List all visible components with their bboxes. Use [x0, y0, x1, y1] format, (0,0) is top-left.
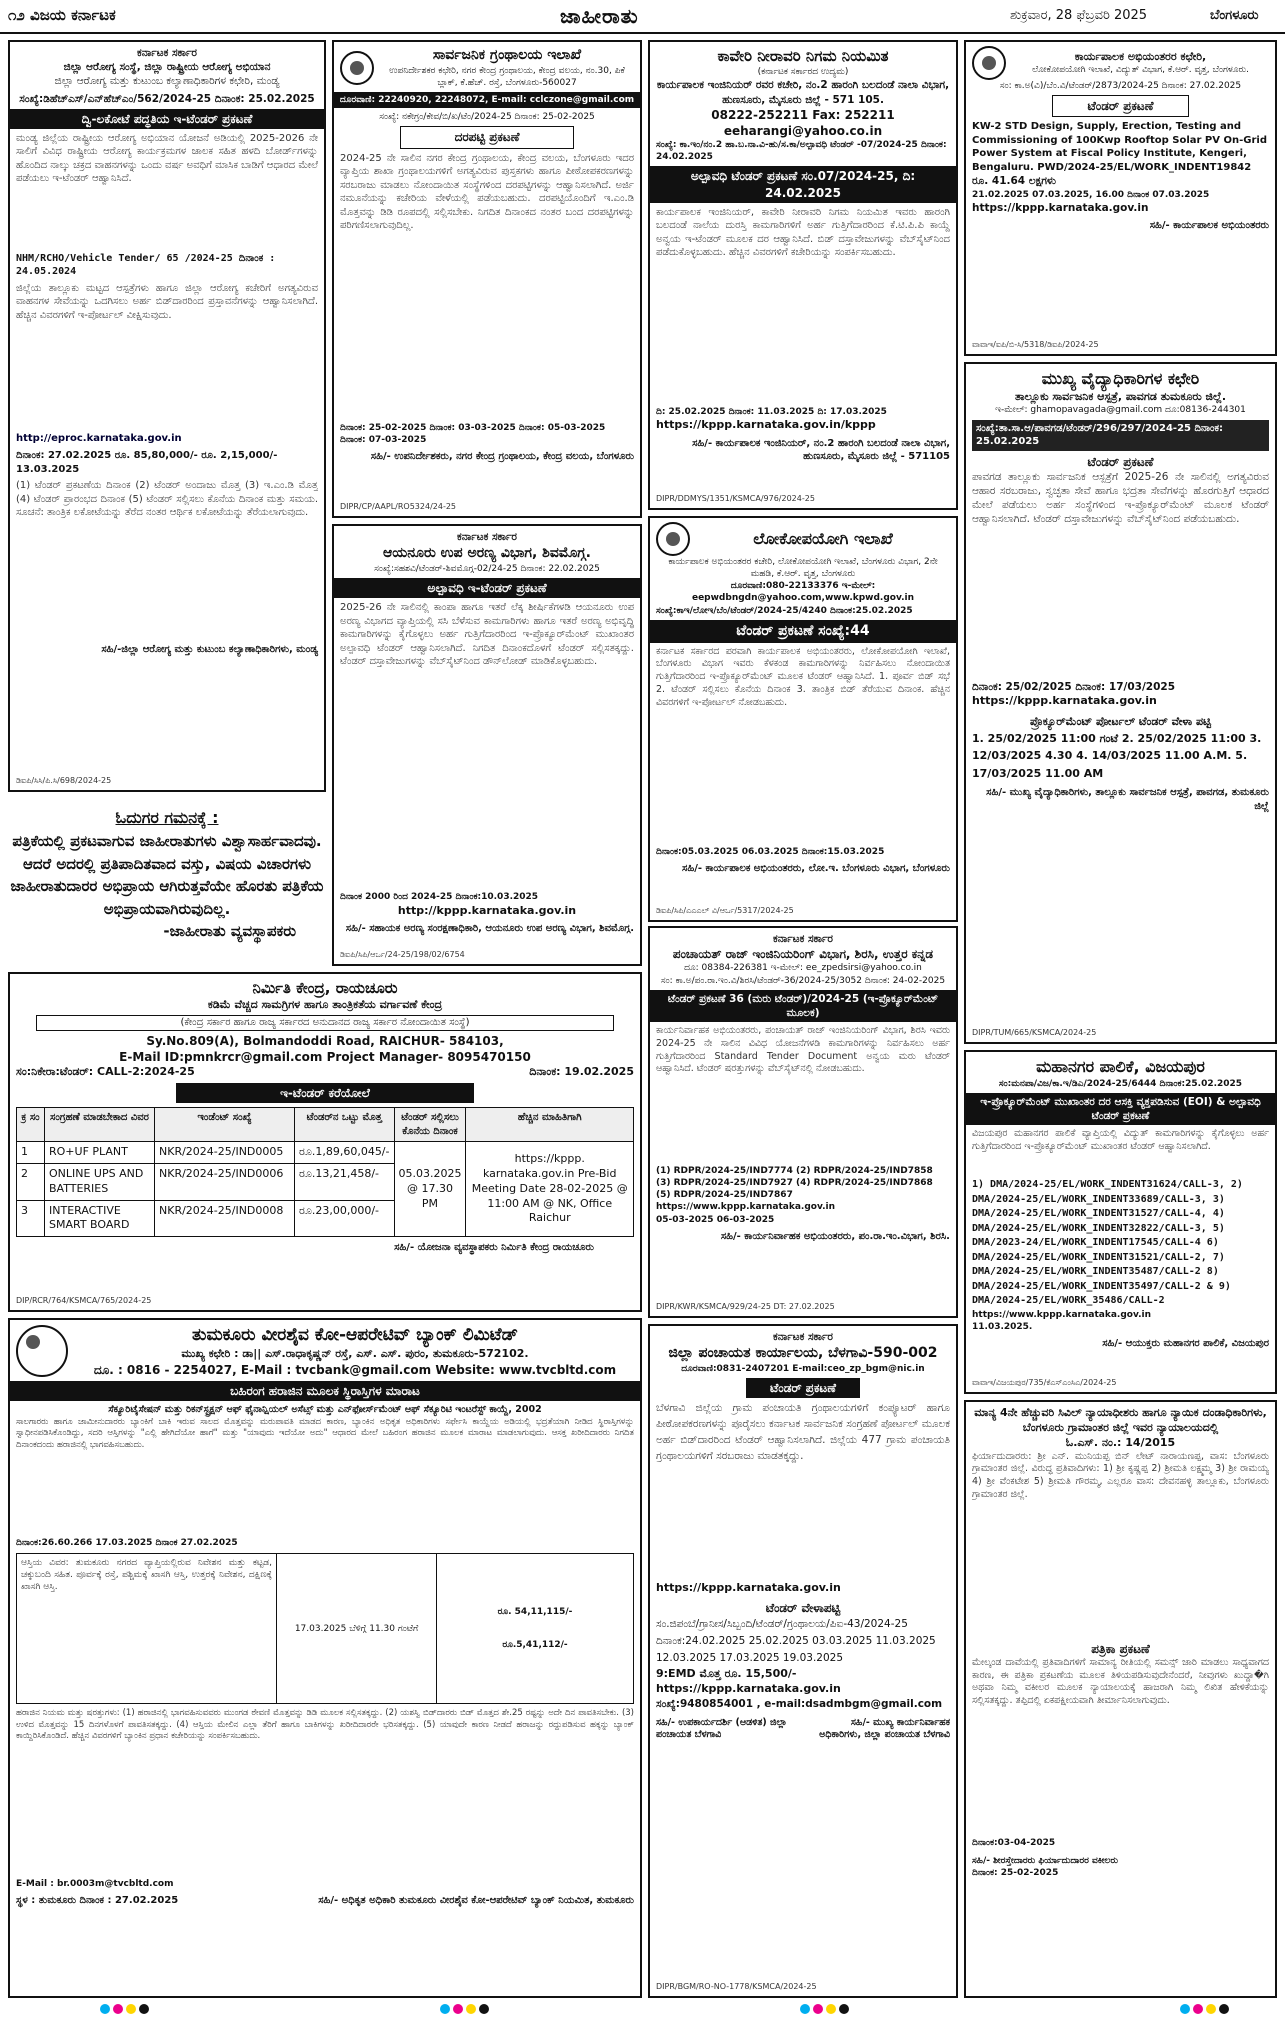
cell-auction-date: 17.03.2025 ಬೆಳಿಗ್ಗೆ 11.30 ಗಂಟೆಗೆ	[277, 1554, 437, 1704]
ad-signature: ಸಹಿ/- ಆಯುಕ್ತರು ಮಹಾನಗರ ಪಾಲಿಕೆ, ವಿಜಯಪುರ	[1102, 1337, 1269, 1349]
ad-url[interactable]: https://kppp.karnataka.gov.in/kppp	[656, 417, 876, 431]
ad-signature: ಸಹಿ/- ಉಪನಿರ್ದೇಶಕರು, ನಗರ ಕೇಂದ್ರ ಗ್ರಂಥಾಲಯ, ಕೇಂದ್ರ ವಲಯ, ಬೆಂಗಳೂರು	[370, 450, 634, 462]
ad-signature: ಸಹಿ/- ಕಾರ್ಯಪಾಲಕ ಅಭಿಯಂತರರು	[1149, 219, 1269, 231]
ad-body: ಕರ್ನಾಟಕ ಸರ್ಕಾರದ ಪರವಾಗಿ ಕಾರ್ಯಪಾಲಕ ಅಭಿಯಂತರರು, ಲೋಕೋಪಯೋಗಿ ಇಲಾಖೆ, ಬೆಂಗಳೂರು ವಿಭಾಗ ಇವರು ಕೆಳಕಂಡ ಕಾಮಗಾರಿಗಳನ್ನು ನಿರ್ವಹಿಸಲು ನೋಂದಾಯಿತ ಗುತ್ತಿಗೆದಾರರಿಂದ ಇ-ಪ್ರೊಕ್ಯೂರ್‌ಮೆಂಟ್ ಮೂಲಕ ಟೆಂಡರ್ ಆಹ್ವಾನಿಸಿದೆ. 1. ಪೂರ್ವ ಬಿಡ್ ಸಭೆ 2. ಟೆಂಡರ್ ಸಲ್ಲಿಸಲು ಕೊನೆಯ ದಿನಾಂಕ 3. ತಾಂತ್ರಿಕ ಬಿಡ್ ತೆರೆಯುವ ದಿನಾಂಕ. ಹೆಚ್ಚಿನ ವಿವರಗಳಿಗೆ ಇ-ಪೋರ್ಟಲ್ ನೋಡಬಹುದು.	[656, 645, 950, 708]
ad-ref: ಸಂ: ಕಾ.ಅ(ವಿ)/ಬೆಂ.ವಿ/ಟೆಂಡರ್/2873/2024-25 ದಿನಾಂಕ: 27.02.2025	[999, 81, 1242, 91]
ad-signature: ಸಹಿ/-ಜಿಲ್ಲಾ ಆರೋಗ್ಯ ಮತ್ತು ಕುಟುಂಬ ಕಲ್ಯಾಣಾಧಿಕಾರಿಗಳು, ಮಂಡ್ಯ	[101, 644, 318, 656]
cell-indent: NKR/2024-25/IND0008	[155, 1200, 295, 1237]
cell-reserve-price	[437, 1554, 634, 1704]
cell-item: INTERACTIVE SMART BOARD	[45, 1200, 155, 1237]
ad-ref: ಸಂಖ್ಯೆ:ಡಿಹೆಚ್‌ಎಸ್/ಎನ್‌ಹೆಚ್‌ಎಂ/562/2024-25 ದಿನಾಂಕ: 25.02.2025	[19, 92, 315, 105]
ad-place-date: ಸ್ಥಳ : ತುಮಕೂರು ದಿನಾಂಕ : 27.02.2025	[16, 1895, 179, 1907]
ad-schedule: ಸಂ.ಜಿಪಂಬೆ/ಗ್ರಾನೀಸ/ಸಿಬ್ಬಂದಿ/ಟೆಂಡರ್/ಗ್ರಂಥಾಲಯ/ಪಿಐ-43/2024-25 ದಿನಾಂಕ:24.02.2025 25.02.2025 03.03.2025 11.03.2025 12.03.2025 17.03.2025 19.03.2025	[656, 1618, 936, 1665]
page-number: ೧೨ ವಿಜಯ ಕರ್ನಾಟಕ	[8, 6, 116, 24]
ad-vijayapura-corporation	[964, 1050, 1277, 1394]
ad-signature: ಸಹಿ/- ಮುಖ್ಯ ವೈದ್ಯಾಧಿಕಾರಿಗಳು, ತಾಲ್ಲೂಕು ಸಾರ್ವಜನಿಕ ಆಸ್ಪತ್ರೆ, ಪಾವಗಡ, ತುಮಕೂರು ಜಿಲ್ಲೆ	[986, 787, 1269, 812]
auction-table	[16, 1553, 634, 1704]
ad-code: DIPR/KWR/KSMCA/929/24-25 DT: 27.02.2025	[656, 1302, 835, 1312]
issue-date: ಶುಕ್ರವಾರ, 28 ಫೆಬ್ರವರಿ 2025	[1010, 8, 1148, 23]
ad-address: Sy.No.809(A), Bolmandoddi Road, RAICHUR- 584103,	[146, 1033, 504, 1048]
cell-last-date: 05.03.2025 @ 17.30 PM	[394, 1142, 466, 1237]
ad-band: ಟೆಂಡರ್ ಪ್ರಕಟಣೆ 36 (ಮರು ಟೆಂಡರ್)/2024-25 (ಇ-ಪ್ರೊಕ್ಯೂರ್‌ಮೆಂಟ್ ಮೂಲಕ)	[650, 990, 956, 1022]
ad-url[interactable]: https://kppp.karnataka.gov.in	[972, 201, 1149, 214]
col-header-indent: ಇಂಡೆಂಟ್ ಸಂಖ್ಯೆ	[155, 1108, 295, 1142]
ad-dates: 21.02.2025 07.03.2025, 16.00 ದಿನಾಂಕ 07.03.2025	[972, 189, 1210, 200]
ad-body: 2025-26 ನೇ ಸಾಲಿನಲ್ಲಿ ಕಾಂಪಾ ಹಾಗೂ ಇತರೆ ಲೆಕ್ಕ ಶೀರ್ಷಿಕೆಗಳಡಿ ಆಯನೂರು ಉಪ ಅರಣ್ಯ ವಿಭಾಗದ ವ್ಯಾಪ್ತಿಯಲ್ಲಿ ಸಸಿ ಬೆಳೆಸುವ ಕಾಮಗಾರಿಗಳು ಹಾಗೂ ಇತರೆ ಅರಣ್ಯ ಅಭಿವೃದ್ಧಿ ಕಾಮಗಾರಿಗಳನ್ನು ಕೈಗೊಳ್ಳಲು ಅರ್ಹ ಗುತ್ತಿಗೆದಾರರಿಂದ ಇ-ಪ್ರೊಕ್ಯೂರ್‌ಮೆಂಟ್ ಮುಖಾಂತರ ಅಲ್ಪಾವಧಿ ಟೆಂಡರ್ ಆಹ್ವಾನಿಸಲಾಗಿದೆ. ನಿಗದಿತ ದಿನಾಂಕದೊಳಗೆ ಟೆಂಡರ್ ಸಲ್ಲಿಸತಕ್ಕದ್ದು. ಟೆಂಡರ್ ದಸ್ತಾವೇಜುಗಳನ್ನು ವೆಬ್‌ಸೈಟ್‌ನಿಂದ ಡೌನ್‌ಲೋಡ್ ಮಾಡಿಕೊಳ್ಳಬಹುದು.	[340, 602, 634, 668]
ad-dates: ದಿ: 25.02.2025 ದಿನಾಂಕ: 11.03.2025 ದಿ: 17.03.2025	[656, 406, 887, 417]
ad-gov-label: ಕರ್ನಾಟಕ ಸರ್ಕಾರ	[773, 933, 833, 945]
ad-code: DIP/RCR/764/KSMCA/765/2024-25	[16, 1296, 152, 1306]
ad-phone: ದೂರವಾಣಿ:0831-2407201 E-mail:ceo_zp_bgm@nic.in	[681, 1364, 925, 1375]
govt-emblem-icon	[972, 46, 1006, 80]
ad-org: ಜಿಲ್ಲಾ ಪಂಚಾಯತ ಕಾರ್ಯಾಲಯ, ಬೆಳಗಾವಿ-590-002	[668, 1345, 938, 1362]
ad-schedule-heading: ಟೆಂಡರ್ ವೇಳಾಪಟ್ಟಿ	[765, 1601, 841, 1616]
col-header-info: ಹೆಚ್ಚಿನ ಮಾಹಿತಿಗಾಗಿ	[466, 1108, 634, 1142]
bank-logo-icon	[16, 1325, 68, 1377]
ad-body-2: ಜಿಲ್ಲೆಯ ತಾಲ್ಲೂಕು ಮಟ್ಟದ ಆಸ್ಪತ್ರೆಗಳು ಹಾಗೂ ಜಿಲ್ಲಾ ಆರೋಗ್ಯ ಕಚೇರಿಗೆ ಅಗತ್ಯವಿರುವ ವಾಹನಗಳ ಸೇವೆಯನ್ನು ಒದಗಿಸಲು ಅರ್ಹ ಬಿಡ್‌ದಾರರಿಂದ ಪ್ರಸ್ತಾವನೆಗಳನ್ನು ಆಹ್ವಾನಿಸಲಾಗಿದೆ. ಹೆಚ್ಚಿನ ವಿವರಗಳಿಗೆ ಇ-ಪೋರ್ಟಲ್ ವೀಕ್ಷಿಸುವುದು.	[16, 282, 318, 321]
ad-org-sub: ಜಿಲ್ಲಾ ಆರೋಗ್ಯ ಮತ್ತು ಕುಟುಂಬ ಕಲ್ಯಾಣಾಧಿಕಾರಿಗಳ ಕಛೇರಿ, ಮಂಡ್ಯ	[54, 75, 280, 88]
ad-body: ಮೇಲ್ಕಂಡ ದಾವೆಯಲ್ಲಿ ಪ್ರತಿವಾದಿಗಳಿಗೆ ಸಾಮಾನ್ಯ ರೀತಿಯಲ್ಲಿ ಸಮನ್ಸ್ ಜಾರಿ ಮಾಡಲು ಸಾಧ್ಯವಾಗದ ಕಾರಣ, ಈ ಪತ್ರಿಕಾ ಪ್ರಕಟಣೆಯ ಮೂಲಕ ತಿಳಿಯಪಡಿಸುವುದೇನೆಂದರೆ, ನೀವುಗಳು ಖುದ್ದಾ�ಗಿ ಅಥವಾ ನಿಮ್ಮ ವಕೀಲರ ಮೂಲಕ ನ್ಯಾಯಾಲಯಕ್ಕೆ ಹಾಜರಾಗಿ ನಿಮ್ಮ ಲಿಖಿತ ಹೇಳಿಕೆಯನ್ನು ಸಲ್ಲಿಸತಕ್ಕದ್ದು. ತಪ್ಪಿದಲ್ಲಿ ಏಕಪಕ್ಷೀಯವಾಗಿ ತೀರ್ಮಾನಿಸಲಾಗುವುದು.	[972, 1656, 1269, 1707]
ad-phone: ದೂರವಾಣಿ:080-22133376 ಇ-ಮೇಲ್: eepwdbngdn@yahoo.com,www.kpwd.gov.in	[691, 581, 915, 604]
ad-date: 11.03.2025.	[972, 1321, 1033, 1332]
ad-code: ಡಿಐಪಿ/ಸಿಸಿ/ಪಿ.ಸಿ/698/2024-25	[16, 776, 112, 786]
table-row	[17, 1142, 634, 1164]
cell-item: ONLINE UPS AND BATTERIES	[45, 1163, 155, 1200]
ad-case-number: ಓ.ಎಸ್. ನಂ.: 14/2015	[1065, 1435, 1176, 1449]
ad-nirmithi-raichur	[8, 972, 642, 1312]
ad-org: ಜಿಲ್ಲಾ ಆರೋಗ್ಯ ಸಂಸ್ಥೆ, ಜಿಲ್ಲಾ ರಾಷ್ಟ್ರೀಯ ಆರೋಗ್ಯ ಅಭಿಯಾನ	[63, 61, 271, 74]
ad-dates: ದಿನಾಂಕ: 27.02.2025 ರೂ. 85,80,000/- ರೂ. 2,15,000/- 13.03.2025	[16, 450, 278, 475]
ad-code: DIPR/DDMYS/1351/KSMCA/976/2024-25	[656, 494, 815, 504]
ad-signature: ಸಹಿ/- ಕಾರ್ಯಪಾಲಕ ಇಂಜಿನಿಯರ್, ನಂ.2 ಹಾರಂಗಿ ಬಲದಂಡೆ ನಾಲಾ ವಿಭಾಗ, ಹುಣಸೂರು, ಮೈಸೂರು ಜಿಲ್ಲೆ - 571105	[692, 437, 950, 463]
ad-org: ತುಮಕೂರು ವೀರಶೈವ ಕೋ-ಆಪರೇಟಿವ್ ಬ್ಯಾಂಕ್ ಲಿಮಿಟೆಡ್	[192, 1325, 518, 1345]
ad-url[interactable]: https://www.kppp.karnataka.gov.in	[972, 1309, 1152, 1320]
ad-phone: 08222-252211 Fax: 252211 eeharangi@yahoo.co.in	[711, 107, 895, 138]
ad-band: ಅಲ್ಪಾವಧಿ ಟೆಂಡರ್ ಪ್ರಕಟಣೆ ಸಂ.07/2024-25, ದಿ: 24.02.2025	[650, 166, 956, 202]
color-registration-marks	[100, 2004, 149, 2014]
color-registration-marks	[1180, 2004, 1229, 2014]
ad-code: DIPR/TUM/665/KSMCA/2024-25	[972, 1028, 1097, 1038]
ad-schedule: 1. 25/02/2025 11:00 ಗಂಟೆ 2. 25/02/2025 11:00 3. 12/03/2025 4.30 4. 14/03/2025 11.00 A.M. 5. 17/03/2025 11.00 AM	[972, 731, 1262, 780]
ad-band: ಇ-ಪ್ರೊಕ್ಯೂರ್‌ಮೆಂಟ್ ಮುಖಾಂತರ ದರ ಆಸಕ್ತಿ ವ್ಯಕ್ತಪಡಿಸುವ (EOI) & ಅಲ್ಪಾವಧಿ ಟೆಂಡರ್ ಪ್ರಕಟಣೆ	[966, 1093, 1275, 1125]
ad-amount: ರೂ. 41.64 ಲಕ್ಷಗಳು	[972, 175, 1056, 188]
ad-ref: ಸಂ:ನಿಕೇರಾ:ಟೆಂಡರ್: CALL-2:2024-25	[16, 1064, 195, 1078]
ad-email: ಇ-ಮೇಲ್: ghamopavagada@gmail.com ದೂ:08136-244301	[995, 405, 1246, 416]
ad-body-3: (1) ಟೆಂಡರ್ ಪ್ರಕಟಣೆಯ ದಿನಾಂಕ (2) ಟೆಂಡರ್ ಅಂದಾಜು ಮೊತ್ತ (3) ಇ.ಎಂ.ಡಿ ಮೊತ್ತ (4) ಟೆಂಡರ್ ಪ್ರಾರಂಭದ ದಿನಾಂಕ (5) ಟೆಂಡರ್ ಸಲ್ಲಿಸಲು ಕೊನೆಯ ದಿನಾಂಕ ಮತ್ತು ಸಮಯ. ಸೂಚನೆ: ತಾಂತ್ರಿಕ ಲಕೋಟೆಯನ್ನು ತೆರೆದ ನಂತರ ಆರ್ಥಿಕ ಲಕೋಟೆಯನ್ನು ತೆರೆಯಲಾಗುವುದು.	[16, 480, 318, 519]
ad-ref: ಸಂಖ್ಯೆ: ಕಾ.ಇಂ/ನಂ.2 ಹಾ.ಬ.ನಾ.ವಿ-ಹು/ಸ.ಕಾ/ಅಲ್ಪಾವಧಿ ಟೆಂಡರ್ -07/2024-25 ದಿನಾಂಕ: 24.02.2025	[656, 140, 947, 163]
ad-phone: ದೂರವಾಣಿ: 22240920, 22248072, E-mail: cclczone@gmail.com	[334, 92, 640, 108]
ad-dates: ದಿನಾಂಕ: 25-02-2025 ದಿನಾಂಕ: 03-03-2025 ದಿನಾಂಕ: 05-03-2025 ದಿನಾಂಕ: 07-03-2025	[340, 422, 606, 445]
ad-band: ದರಪಟ್ಟಿ ಪ್ರಕಟಣೆ	[400, 126, 574, 148]
col-header-last-date: ಟೆಂಡರ್ ಸಲ್ಲಿಸಲು ಕೊನೆಯ ದಿನಾಂಕ	[394, 1108, 466, 1142]
ad-kpwd-electrical	[964, 40, 1277, 356]
ad-tumkur-veerashaiva-bank	[8, 1318, 642, 1998]
ad-band: ಅಲ್ಪಾವಧಿ ಇ-ಟೆಂಡರ್ ಪ್ರಕಟಣೆ	[334, 578, 640, 598]
ad-gov-label: ಕರ್ನಾಟಕ ಸರ್ಕಾರ	[457, 531, 517, 543]
ad-address: ಮುಖ್ಯ ಕಛೇರಿ : ಡಾ|| ಎಸ್.ರಾಧಾಕೃಷ್ಣನ್ ರಸ್ತೆ, ಎಸ್. ಎಸ್. ಪುರಂ, ತುಮಕೂರು-572102.	[181, 1346, 529, 1360]
ad-signature: ಸಹಿ/- ಸಹಾಯಕ ಅರಣ್ಯ ಸಂರಕ್ಷಣಾಧಿಕಾರಿ, ಆಯನೂರು ಉಪ ಅರಣ್ಯ ವಿಭಾಗ, ಶಿವಮೊಗ್ಗ.	[345, 923, 634, 935]
ad-terms: ಹರಾಜಿನ ನಿಯಮ ಮತ್ತು ಷರತ್ತುಗಳು: (1) ಹರಾಜಿನಲ್ಲಿ ಭಾಗವಹಿಸುವವರು ಮುಂಗಡ ಠೇವಣಿ ಮೊತ್ತವನ್ನು ಡಿಡಿ ಮೂಲಕ ಸಲ್ಲಿಸತಕ್ಕದ್ದು. (2) ಯಶಸ್ವಿ ಬಿಡ್‌ದಾರರು ಬಿಡ್ ಮೊತ್ತದ ಶೇ.25 ರಷ್ಟನ್ನು ಅದೇ ದಿನ ಪಾವತಿಸಬೇಕು. (3) ಉಳಿದ ಮೊತ್ತವನ್ನು 15 ದಿನಗಳೊಳಗೆ ಪಾವತಿಸತಕ್ಕದ್ದು. (4) ಆಸ್ತಿಯ ಮೇಲಿನ ಎಲ್ಲಾ ತೆರಿಗೆ ಹಾಗೂ ಬಾಕಿಗಳನ್ನು ಖರೀದಿದಾರರೇ ಭರಿಸತಕ್ಕದ್ದು. (5) ಯಾವುದೇ ಕಾರಣ ನೀಡದೆ ಹರಾಜನ್ನು ರದ್ದುಪಡಿಸುವ ಹಕ್ಕನ್ನು ಬ್ಯಾಂಕ್ ಕಾಯ್ದಿರಿಸಿಕೊಂಡಿದೆ. ಹೆಚ್ಚಿನ ವಿವರಗಳಿಗೆ ಬ್ಯಾಂಕಿನ ಪ್ರಧಾನ ಕಚೇರಿಯನ್ನು ಸಂಪರ್ಕಿಸಬಹುದು.	[16, 1708, 634, 1742]
ad-body: 2024-25 ನೇ ಸಾಲಿನ ನಗರ ಕೇಂದ್ರ ಗ್ರಂಥಾಲಯ, ಕೇಂದ್ರ ವಲಯ, ಬೆಂಗಳೂರು ಇದರ ವ್ಯಾಪ್ತಿಯ ಶಾಖಾ ಗ್ರಂಥಾಲಯಗಳಿಗೆ ಅಗತ್ಯವಿರುವ ಪುಸ್ತಕಗಳು ಹಾಗೂ ಪೀಠೋಪಕರಣಗಳನ್ನು ಸರಬರಾಜು ಮಾಡಲು ನೋಂದಾಯಿತ ಸಂಸ್ಥೆಗಳಿಂದ ದರಪಟ್ಟಿಗಳನ್ನು ಆಹ್ವಾನಿಸಲಾಗಿದೆ. ಅರ್ಜಿ ನಮೂನೆಯನ್ನು ಕಚೇರಿಯ ವೇಳೆಯಲ್ಲಿ ಪಡೆಯಬಹುದು. ದರಪಟ್ಟಿಯೊಂದಿಗೆ ಇ.ಎಂ.ಡಿ ಮೊತ್ತವನ್ನು ಡಿಡಿ ರೂಪದಲ್ಲಿ ಸಲ್ಲಿಸಬೇಕು. ನಿಗದಿತ ದಿನಾಂಕದ ನಂತರ ಬಂದ ದರಪಟ್ಟಿಗಳನ್ನು ಪರಿಗಣಿಸಲಾಗುವುದಿಲ್ಲ.	[340, 152, 634, 232]
ad-org: ಲೋಕೋಪಯೋಗಿ ಇಲಾಖೆ	[753, 529, 893, 549]
ad-body: ಬೆಳಗಾವಿ ಜಿಲ್ಲೆಯ ಗ್ರಾಮ ಪಂಚಾಯತಿ ಗ್ರಂಥಾಲಯಗಳಿಗೆ ಕಂಪ್ಯೂಟರ್ ಹಾಗೂ ಪೀಠೋಪಕರಣಗಳನ್ನು ಪೂರೈಸಲು ಕರ್ನಾಟಕ ಸಾರ್ವಜನಿಕ ಸಂಗ್ರಹಣೆ ಪೋರ್ಟಲ್ ಮೂಲಕ ಅರ್ಹ ಬಿಡ್‌ದಾರರಿಂದ ಟೆಂಡರ್ ಆಹ್ವಾನಿಸಲಾಗಿದೆ. ಜಿಲ್ಲೆಯ 477 ಗ್ರಾಮ ಪಂಚಾಯತಿ ಗ್ರಂಥಾಲಯಗಳಿಗೆ ಸರಬರಾಜು ಮಾಡತಕ್ಕದ್ದು.	[656, 1402, 950, 1462]
ad-panchayat-sirsi	[648, 926, 958, 1318]
ad-url[interactable]: http://kppp.karnataka.gov.in	[397, 903, 577, 917]
ad-ref: ಸಂಖ್ಯೆ:ಸಹಶವಿ/ಟೆಂಡರ್-ಶಿವಮೊಗ್ಗ-02/24-25 ದಿನಾಂಕ: 22.02.2025	[374, 564, 600, 575]
ad-body: ಕಾರ್ಯಪಾಲಕ ಇಂಜಿನಿಯರ್, ಕಾವೇರಿ ನೀರಾವರಿ ನಿಗಮ ನಿಯಮಿತ ಇವರು ಹಾರಂಗಿ ಬಲದಂಡೆ ನಾಲೆಯ ದುರಸ್ತಿ ಕಾಮಗಾರಿಗಳಿಗೆ ಅರ್ಹ ಗುತ್ತಿಗೆದಾರರಿಂದ ಕೆ.ಟಿ.ಪಿ.ಪಿ ಕಾಯ್ದೆ ಅನ್ವಯ ಇ-ಟೆಂಡರ್ ಮೂಲಕ ದರ ಆಹ್ವಾನಿಸಿದೆ. ಬಿಡ್ ದಸ್ತಾವೇಜುಗಳನ್ನು ವೆಬ್‌ಸೈಟ್‌ನಿಂದ ಪಡೆದುಕೊಳ್ಳಬಹುದು. ಹೆಚ್ಚಿನ ವಿವರಗಳಿಗೆ ಕಚೇರಿಯನ್ನು ಸಂಪರ್ಕಿಸಬಹುದು.	[656, 206, 950, 259]
ad-work-description: KW-2 STD Design, Supply, Erection, Testing and Commissioning of 100Kwp Rooftop Solar PV On-Grid Power System at Fiscal Policy Institute, Kengeri, Bengaluru. PWD/2024-25/EL/WORK_INDENT19842	[972, 121, 1267, 173]
ad-court-notice	[964, 1400, 1277, 1998]
tender-table	[16, 1107, 634, 1237]
ad-mandya-health	[8, 40, 326, 792]
ad-org-sub: ಉಪನಿರ್ದೇಶಕರ ಕಛೇರಿ, ನಗರ ಕೇಂದ್ರ ಗ್ರಂಥಾಲಯ, ಕೇಂದ್ರ ವಲಯ, ನಂ.30, ಪಿಕೆ ಬ್ಲಾಕ್, ಕೆ.ಹೆಚ್. ರಸ್ತೆ, ಬೆಂಗಳೂರು-560027	[389, 65, 625, 89]
govt-emblem-icon	[340, 51, 374, 85]
ad-org-sub: ಲೋಕೋಪಯೋಗಿ ಇಲಾಖೆ, ವಿದ್ಯುತ್ ವಿಭಾಗ, ಕೆ.ಆರ್. ವೃತ್ತ, ಬೆಂಗಳೂರು.	[1031, 65, 1250, 76]
col-header-serial: ಕ್ರ ಸಂ	[17, 1108, 45, 1142]
ad-org: ಆಯನೂರು ಉಪ ಅರಣ್ಯ ವಿಭಾಗ, ಶಿವಮೊಗ್ಗ.	[383, 545, 591, 562]
ad-body: ಪಾವಗಡ ತಾಲ್ಲೂಕು ಸಾರ್ವಜನಿಕ ಆಸ್ಪತ್ರೆಗೆ 2025-26 ನೇ ಸಾಲಿನಲ್ಲಿ ಅಗತ್ಯವಿರುವ ಆಹಾರ ಸರಬರಾಜು, ಸ್ವಚ್ಛತಾ ಸೇವೆ ಹಾಗೂ ಭದ್ರತಾ ಸೇವೆಗಳನ್ನು ಹೊರಗುತ್ತಿಗೆ ಆಧಾರದ ಮೇಲೆ ಪಡೆಯಲು ಅರ್ಹ ಸಂಸ್ಥೆಗಳಿಂದ ಇ-ಪ್ರೊಕ್ಯೂರ್‌ಮೆಂಟ್ ಮೂಲಕ ಟೆಂಡರ್ ಆಹ್ವಾನಿಸಲಾಗಿದೆ. ಟೆಂಡರ್ ದಸ್ತಾವೇಜುಗಳನ್ನು ವೆಬ್‌ಸೈಟ್‌ನಿಂದ ಪಡೆಯಬಹುದು.	[972, 470, 1269, 526]
ad-dates: ದಿನಾಂಕ:26.60.266 17.03.2025 ದಿನಾಂಕ 27.02.2025	[16, 1537, 238, 1548]
ad-org-sub: ಕಡಿಮೆ ವೆಚ್ಚದ ಸಾಮಗ್ರಿಗಳ ಹಾಗೂ ತಾಂತ್ರಿಕತೆಯ ವರ್ಗಾವಣೆ ಕೇಂದ್ರ	[207, 998, 443, 1012]
ad-url[interactable]: https://www.kppp.karnataka.gov.in	[656, 1202, 836, 1213]
ad-ref: ಸಂ:ಮನಪಾ/ವಿಜ/ಕಾ.ಇ/ಡಿಎ/2024-25/6444 ದಿನಾಂಕ:25.02.2025	[998, 1078, 1243, 1089]
ad-ref: ಸಂಖ್ಯೆ: ನಕೇಗ್ರಂ/ಕೇವ/ಬಿ/ಖ/ಟೆಂ/2024-25 ದಿನಾಂಕ: 25-02-2025	[379, 112, 595, 123]
ad-body: ವಿಜಯಪುರ ಮಹಾನಗರ ಪಾಲಿಕೆ ವ್ಯಾಪ್ತಿಯಲ್ಲಿ ವಿದ್ಯುತ್ ಕಾಮಗಾರಿಗಳನ್ನು ಕೈಗೊಳ್ಳಲು ಅರ್ಹ ಗುತ್ತಿಗೆದಾರರಿಂದ ಇ-ಪ್ರೊಕ್ಯೂರ್‌ಮೆಂಟ್ ಮುಖಾಂತರ ಟೆಂಡರ್ ಆಹ್ವಾನಿಸಲಾಗಿದೆ.	[972, 1128, 1269, 1152]
ad-band: ಟೆಂಡರ್ ಪ್ರಕಟಣೆ	[1052, 95, 1189, 117]
ad-cauvery-irrigation	[648, 40, 958, 510]
section-title: ಜಾಹೀರಾತು	[560, 4, 639, 28]
cell-serial: 1	[17, 1142, 45, 1164]
ad-subheading: ಸೆಕ್ಯೂರಿಟೈಸೇಷನ್ ಮತ್ತು ರಿಕನ್‌ಸ್ಟ್ರಕ್ಷನ್ ಆಫ್ ಫೈನಾನ್ಷಿಯಲ್ ಅಸೆಟ್ಸ್ ಮತ್ತು ಎನ್‌ಫೋರ್ಸ್‌ಮೆಂಟ್ ಆಫ್ ಸೆಕ್ಯೂರಿಟಿ ಇಂಟರೆಸ್ಟ್ ಕಾಯ್ದೆ, 2002	[108, 1404, 542, 1416]
ad-contact: ದೂ. : 0816 - 2254027, E-Mail : tvcbank@gmail.com Website: www.tvcbltd.com	[93, 1362, 617, 1377]
ad-email: E-Mail : br.0003m@tvcbltd.com	[16, 1879, 174, 1890]
cell-amount: ರೂ.23,00,000/-	[295, 1200, 395, 1237]
ad-org: ಮುಖ್ಯ ವೈದ್ಯಾಧಿಕಾರಿಗಳ ಕಛೇರಿ	[1041, 369, 1200, 388]
ad-band: ಟೆಂಡರ್ ಪ್ರಕಟಣೆ	[1087, 454, 1154, 469]
ad-org: ಪಂಚಾಯತ್ ರಾಜ್ ಇಂಜಿನಿಯರಿಂಗ್ ವಿಭಾಗ, ಶಿರಸಿ, ಉತ್ತರ ಕನ್ನಡ	[672, 947, 934, 962]
ad-parties: ಫಿರ್ಯಾದುದಾರರು: ಶ್ರೀ ಎನ್. ಮುನಿಯಪ್ಪ ಬಿನ್ ಲೇಟ್ ನಾರಾಯಣಪ್ಪ, ವಾಸ: ಬೆಂಗಳೂರು ಗ್ರಾಮಾಂತರ ಜಿಲ್ಲೆ. ವಿರುದ್ಧ ಪ್ರತಿವಾದಿಗಳು: 1) ಶ್ರೀ ಕೃಷ್ಣಪ್ಪ 2) ಶ್ರೀಮತಿ ಲಕ್ಷ್ಮಮ್ಮ 3) ಶ್ರೀ ರಾಮಯ್ಯ 4) ಶ್ರೀ ವೆಂಕಟೇಶ 5) ಶ್ರೀಮತಿ ಗೌರಮ್ಮ, ಎಲ್ಲರೂ ವಾಸ: ದೇವನಹಳ್ಳಿ ತಾಲ್ಲೂಕು, ಬೆಂಗಳೂರು ಗ್ರಾಮಾಂತರ ಜಿಲ್ಲೆ.	[972, 1450, 1269, 1500]
ad-org: ನಿರ್ಮಿತಿ ಕೇಂದ್ರ, ರಾಯಚೂರು	[252, 979, 398, 997]
ad-dates: ದಿನಾಂಕ 2000 ರಿಂದ 2024-25 ದಿನಾಂಕ:10.03.2025	[340, 892, 539, 903]
cell-serial: 2	[17, 1163, 45, 1200]
reader-notice-body: ಪತ್ರಿಕೆಯಲ್ಲಿ ಪ್ರಕಟವಾಗುವ ಜಾಹೀರಾತುಗಳು ವಿಶ್ವಾಸಾರ್ಹವಾದವು. ಆದರೆ ಅದರಲ್ಲಿ ಪ್ರತಿಪಾದಿತವಾದ ವಸ್ತು, ವಿಷಯ ವಿಚಾರಗಳು ಜಾಹೀರಾತುದಾರರ ಅಭಿಪ್ರಾಯ ಆಗಿರುತ್ತವೆಯೇ ಹೊರತು ಪತ್ರಿಕೆಯ ಅಭಿಪ್ರಾಯವಾಗಿರುವುದಿಲ್ಲ.	[10, 832, 324, 918]
ad-hearing-date: ದಿನಾಂಕ:03-04-2025	[972, 1837, 1056, 1848]
ad-indents: (1) RDPR/2024-25/IND7774 (2) RDPR/2024-25/IND7858 (3) RDPR/2024-25/IND7927 (4) RDPR/2024-25/IND7868 (5) RDPR/2024-25/IND7867	[656, 1165, 933, 1201]
ad-org-sub: (ಕರ್ನಾಟಕ ಸರ್ಕಾರದ ಉದ್ಯಮ)	[757, 67, 849, 78]
cell-indent: NKR/2024-25/IND0006	[155, 1163, 295, 1200]
ad-court-title: ಮಾನ್ಯ 4ನೇ ಹೆಚ್ಚುವರಿ ಸಿವಿಲ್ ನ್ಯಾಯಾಧೀಶರು ಹಾಗೂ ನ್ಯಾಯಿಕ ದಂಡಾಧಿಕಾರಿಗಳು, ಬೆಂಗಳೂರು ಗ್ರಾಮಾಂತರ ಜಿಲ್ಲೆ ಇವರ ನ್ಯಾಯಾಲಯದಲ್ಲಿ	[974, 1406, 1267, 1434]
ad-code: DIPR/BGM/RO-NO-1778/KSMCA/2024-25	[656, 1982, 817, 1992]
ad-signature: ಸಹಿ/- ಯೋಜನಾ ವ್ಯವಸ್ಥಾಪಕರು ನಿರ್ಮಿತಿ ಕೇಂದ್ರ ರಾಯಚೂರು	[394, 1242, 594, 1254]
ad-public-library	[332, 40, 642, 518]
ad-schedule-heading: ಪ್ರೊಕ್ಯೂರ್‌ಮೆಂಟ್ ಪೋರ್ಟಲ್‌ ಟೆಂಡರ್ ವೇಳಾ ಪಟ್ಟಿ	[1030, 714, 1211, 728]
ad-contact: ಸಂಖ್ಯೆ:9480854001 , e-mail:dsadmbgm@gmail.com	[656, 1697, 943, 1710]
ad-band: ಬಹಿರಂಗ ಹರಾಜಿನ ಮೂಲಕ ಸ್ಥಿರಾಸ್ತಿಗಳ ಮಾರಾಟ	[10, 1381, 640, 1401]
reader-notice-sign: -ಜಾಹೀರಾತು ವ್ಯವಸ್ಥಾಪಕರು	[163, 922, 296, 940]
ad-band: ಟೆಂಡರ್ ಪ್ರಕಟಣೆ	[746, 1378, 860, 1398]
reader-notice-heading: ಓದುಗರ ಗಮನಕ್ಕೆ :	[115, 808, 219, 827]
ad-url[interactable]: https://kppp.karnataka.gov.in	[972, 693, 1157, 707]
reader-notice	[8, 800, 326, 948]
ad-signature: ಸಹಿ/- ಅಧಿಕೃತ ಅಧಿಕಾರಿ ತುಮಕೂರು ವೀರಶೈವ ಕೋ-ಆಪರೇಟಿವ್ ಬ್ಯಾಂಕ್ ನಿಯಮಿತ, ತುಮಕೂರು	[318, 1895, 634, 1907]
ad-org: ಕಾರ್ಯಪಾಲಕ ಅಭಿಯಂತರರ ಕಛೇರಿ,	[1074, 49, 1207, 63]
ad-place-date: ದಿನಾಂಕ: 25-02-2025	[972, 1868, 1059, 1878]
ad-band: ಇ-ಟೆಂಡರ್ ಕರೆಯೋಲೆ	[176, 1083, 474, 1103]
ad-gov-label: ಕರ್ನಾಟಕ ಸರ್ಕಾರ	[137, 47, 197, 59]
ad-band: ಟೆಂಡರ್ ಪ್ರಕಟಣೆ ಸಂಖ್ಯೆ:44	[650, 620, 956, 643]
ad-code: DIPR/CP/AAPL/RO5324/24-25	[340, 502, 457, 512]
cell-item: RO+UF PLANT	[45, 1142, 155, 1164]
cell-info: https://kppp. karnataka.gov.in Pre-Bid Meeting Date 28-02-2025 @ 11:00 AM @ NK, Office Raichur	[466, 1142, 634, 1237]
ad-body: ಮಂಡ್ಯ ಜಿಲ್ಲೆಯ ರಾಷ್ಟ್ರೀಯ ಆರೋಗ್ಯ ಅಭಿಯಾನ ಯೋಜನೆ ಅಡಿಯಲ್ಲಿ 2025-2026 ನೇ ಸಾಲಿಗೆ ವಿವಿಧ ರಾಷ್ಟ್ರೀಯ ಆರೋಗ್ಯ ಕಾರ್ಯಕ್ರಮಗಳ ಜಾಲಕ ಸಹಿತ ಹಳದಿ ಬೋರ್ಡ್‌ಗಳನ್ನು ಹೊಂದಿದ ನಾಲ್ಕು ಚಕ್ರದ ವಾಹನಗಳನ್ನು ಒಂದು ವರ್ಷ ಅವಧಿಗೆ ಮಾಸಿಕ ಬಾಡಿಗೆ ಆಧಾರದ ಮೇಲೆ ಪಡೆಯಲು ಇ-ಟೆಂಡರ್ ಆಹ್ವಾನಿಸಿದೆ.	[16, 132, 318, 185]
ad-shivamogga-forest	[332, 524, 642, 966]
ad-office: ಕಾರ್ಯಪಾಲಕ ಇಂಜಿನಿಯರ್ ರವರ ಕಚೇರಿ, ನಂ.2 ಹಾರಂಗಿ ಬಲದಂಡೆ ನಾಲಾ ವಿಭಾಗ, ಹುಣಸೂರು, ಮೈಸೂರು ಜಿಲ್ಲೆ - 571 105.	[656, 79, 950, 106]
ad-code: ಡಿಐಪಿ/ಸಿಪಿ/ಆರ್ಒ/24-25/198/02/6754	[340, 950, 465, 960]
ad-indents: 1) DMA/2024-25/EL/WORK_INDENT31624/CALL-3, 2) DMA/2024-25/EL/WORK_INDENT33689/CALL-3, 3) DMA/2024-25/EL/WORK_INDENT31527/CALL-4, 4) DMA/2024-25/EL/WORK_INDENT32822/CALL-3, 5) DMA/2023-24/EL/WORK_INDENT17545/CALL-4 6) DMA/2024-25/EL/WORK_INDENT31521/CALL-2, 7) DMA/2024-25/EL/WORK_INDENT35487/CALL-2 8) DMA/2024-25/EL/WORK_INDENT35497/CALL-2 & 9) DMA/2024-25/EL/WORK_35486/CALL-2	[972, 1179, 1243, 1307]
ad-body: ಕಾರ್ಯನಿರ್ವಾಹಕ ಅಭಿಯಂತರರು, ಪಂಚಾಯತ್ ರಾಜ್ ಇಂಜಿನಿಯರಿಂಗ್ ವಿಭಾಗ, ಶಿರಸಿ ಇವರು 2024-25 ನೇ ಸಾಲಿನ ವಿವಿಧ ಯೋಜನೆಗಳಡಿ ಕಾಮಗಾರಿಗಳನ್ನು ನಿರ್ವಹಿಸಲು ಅರ್ಹ ಗುತ್ತಿಗೆದಾರರಿಂದ Standard Tender Document ಅನ್ವಯ ಮರು ಟೆಂಡರ್ ಆಹ್ವಾನಿಸಿದೆ. ಟೆಂಡರ್ ಷರತ್ತುಗಳನ್ನು ವೆಬ್‌ಸೈಟ್‌ನಲ್ಲಿ ನೋಡಬಹುದು.	[656, 1024, 950, 1075]
ad-phone: ದೂ: 08384-226381 ಇ-ಮೇಲ್: ee_zpedsirsi@yahoo.co.in	[684, 963, 922, 974]
ad-url[interactable]: https://kppp.karnataka.gov.in	[656, 1581, 841, 1595]
ad-org: ಸಾರ್ವಜನಿಕ ಗ್ರಂಥಾಲಯ ಇಲಾಖೆ	[432, 47, 582, 63]
cell-amount: ರೂ.13,21,458/-	[295, 1163, 395, 1200]
ad-signature: ಸಹಿ/- ಕಾರ್ಯನಿರ್ವಾಹಕ ಅಭಿಯಂತರರು, ಪಂ.ರಾ.ಇಂ.ವಿಭಾಗ, ಶಿರಸಿ.	[720, 1230, 950, 1242]
ad-pavagada-hospital	[964, 362, 1277, 1044]
col-header-item: ಸಂಗ್ರಹಣೆ ಮಾಡಬೇಕಾದ ವಿವರ	[45, 1108, 155, 1142]
govt-emblem-icon	[656, 522, 690, 556]
ad-gov-label: ಕರ್ನಾಟಕ ಸರ್ಕಾರ	[773, 1331, 833, 1343]
cell-serial: 3	[17, 1200, 45, 1237]
emd-amount: ರೂ.5,41,112/-	[502, 1639, 568, 1650]
ad-email: E-Mail ID:pmnkrcr@gmail.com Project Manager- 8095470150	[119, 1049, 531, 1064]
ad-org: ಕಾವೇರಿ ನೀರಾವರಿ ನಿಗಮ ನಿಯಮಿತ	[717, 47, 889, 65]
ad-org-sub-2: (ಕೇಂದ್ರ ಸರ್ಕಾರ ಹಾಗೂ ರಾಜ್ಯ ಸರ್ಕಾರದ ಅನುದಾನದ ರಾಜ್ಯ ಸರ್ಕಾರ ನೋಂದಾಯಿತ ಸಂಸ್ಥೆ)	[36, 1015, 614, 1031]
cell-indent: NKR/2024-25/IND0005	[155, 1142, 295, 1164]
ad-emd: 9:EMD ಮೊತ್ತ ರೂ. 15,500/-	[656, 1666, 797, 1680]
cell-amount: ರೂ.1,89,60,045/-	[295, 1142, 395, 1164]
color-registration-marks	[440, 2004, 489, 2014]
ad-signature-2: ಸಹಿ/- ಮುಖ್ಯ ಕಾರ್ಯನಿರ್ವಾಹಕ ಅಧಿಕಾರಿಗಳು, ಜಿಲ್ಲಾ ಪಂಚಾಯತ ಬೆಳಗಾವಿ	[819, 1716, 950, 1741]
cell-property-details: ಆಸ್ತಿಯ ವಿವರ: ತುಮಕೂರು ನಗರದ ವ್ಯಾಪ್ತಿಯಲ್ಲಿರುವ ನಿವೇಶನ ಮತ್ತು ಕಟ್ಟಡ, ಚಕ್ಕುಬಂದಿ ಸಹಿತ. ಪೂರ್ವಕ್ಕೆ ರಸ್ತೆ, ಪಶ್ಚಿಮಕ್ಕೆ ಖಾಸಗಿ ಆಸ್ತಿ, ಉತ್ತರಕ್ಕೆ ನಿವೇಶನ, ದಕ್ಷಿಣಕ್ಕೆ ಖಾಸಗಿ ಆಸ್ತಿ.	[17, 1554, 277, 1704]
ad-dates: ದಿನಾಂಕ:05.03.2025 06.03.2025 ದಿನಾಂಕ:15.03.2025	[656, 846, 885, 857]
ad-signature: ಸಹಿ/- ಉಪಕಾರ್ಯದರ್ಶಿ (ಆಡಳಿತ) ಜಿಲ್ಲಾ ಪಂಚಾಯತ ಬೆಳಗಾವಿ	[656, 1716, 788, 1741]
ad-ref: ಸಂ: ಕಾ.ಅ/ಪಂ.ರಾ.ಇಂ.ವಿ/ಶಿರಸಿ/ಟೆಂಡರ್-36/2024-25/3052 ದಿನಾಂಕ: 24-02-2025	[660, 975, 946, 986]
ad-dates: 05-03-2025 06-03-2025	[656, 1214, 775, 1225]
ad-signature: ಸಹಿ/- ಶೀರಸ್ತೇದಾರರು ಫಿರ್ಯಾದುದಾರರ ವಕೀಲರು	[972, 1855, 1119, 1866]
ad-tender-number: NHM/RCHO/Vehicle Tender/ 65 /2024-25 ದಿನಾಂಕ : 24.05.2024	[16, 252, 276, 278]
ad-band: ದ್ವಿ-ಲಕೋಟೆ ಪದ್ಧತಿಯ ಇ-ಟೆಂಡರ್ ಪ್ರಕಟಣೆ	[10, 109, 324, 129]
ad-ref: ಸಂಖ್ಯೆ:ಕಾಇ/ಲೋಇ/ಬೆಂ/ಟೆಂಡರ್/2024-25/4240 ದಿನಾಂಕ:25.02.2025	[656, 605, 913, 616]
col-header-amount: ಟೆಂಡರ್‌ನ ಒಟ್ಟು ಮೊತ್ತ	[295, 1108, 395, 1142]
color-registration-marks	[800, 2004, 849, 2014]
ad-code: ವಾವಾಇ/ಐಪಿ/ಬಿ-ಸಿ/5318/ಡಿಐಪಿ/2024-25	[972, 340, 1099, 350]
ad-url-2[interactable]: https://kppp.karnataka.gov.in	[656, 1681, 841, 1695]
edition-city: ಬೆಂಗಳೂರು	[1210, 8, 1259, 23]
ad-signature: ಸಹಿ/- ಕಾರ್ಯಪಾಲಕ ಅಭಿಯಂತರರು, ಲೋ.ಇ. ಬೆಂಗಳೂರು ವಿಭಾಗ, ಬೆಂಗಳೂರು	[682, 862, 950, 874]
ad-body: ಸಾಲಗಾರರು ಹಾಗೂ ಜಾಮೀನುದಾರರು ಬ್ಯಾಂಕಿಗೆ ಬಾಕಿ ಇರುವ ಸಾಲದ ಮೊತ್ತವನ್ನು ಮರುಪಾವತಿ ಮಾಡದ ಕಾರಣ, ಬ್ಯಾಂಕಿನ ಅಧಿಕೃತ ಅಧಿಕಾರಿಗಳು ಸರ್ಫೇಸಿ ಕಾಯ್ದೆಯ ಅಡಿಯಲ್ಲಿ ಭದ್ರತೆಯಾಗಿ ನೀಡಿದ ಸ್ಥಿರಾಸ್ತಿಗಳನ್ನು ಸ್ವಾಧೀನಪಡಿಸಿಕೊಂಡಿದ್ದು, ಸದರಿ ಆಸ್ತಿಗಳನ್ನು "ಎಲ್ಲಿ ಹೇಗಿದೆಯೋ ಹಾಗೆ" ಮತ್ತು "ಯಾವುದು ಇದೆಯೋ ಅದು" ಆಧಾರದ ಮೇಲೆ ಬಹಿರಂಗ ಹರಾಜಿನ ಮೂಲಕ ಮಾರಾಟ ಮಾಡಲಾಗುವುದು. ಆಸಕ್ತ ಖರೀದಿದಾರರು ನಿಗದಿತ ದಿನಾಂಕದಂದು ಹರಾಜಿನಲ್ಲಿ ಭಾಗವಹಿಸಬಹುದು.	[16, 1416, 634, 1450]
ad-pwd-bengaluru	[648, 516, 958, 922]
ad-date: ದಿನಾಂಕ: 19.02.2025	[529, 1064, 634, 1078]
table-row	[17, 1554, 634, 1704]
ad-code: ವಾವಾಇ/ವಿಜಯಪುರ/735/ಕೆಎಸ್ಎಂಸಿಎ/2024-25	[972, 1378, 1117, 1388]
reserve-price: ರೂ. 54,11,115/-	[497, 1607, 573, 1618]
page-header	[0, 0, 1285, 34]
ad-ref: ಸಂಖ್ಯೆ:ತಾ.ಸಾ.ಆ/ಪಾವಗಡ/ಟೆಂಡರ್/296/297/2024-25 ದಿನಾಂಕ: 25.02.2025	[972, 420, 1269, 451]
ad-org-sub: ತಾಲ್ಲೂಕು ಸಾರ್ವಜನಿಕ ಆಸ್ಪತ್ರೆ, ಪಾವಗಡ ತುಮಕೂರು ಜಿಲ್ಲೆ.	[1014, 389, 1227, 403]
ad-belagavi-panchayat	[648, 1324, 958, 1998]
ad-band: ಪತ್ರಿಕಾ ಪ್ರಕಟಣೆ	[1091, 1641, 1150, 1656]
ad-code: ಡಿಐಪಿ/ಸಿಪಿ/ಎಎಎಲ್ ವಿ/ಆರ್ಒ/5317/2024-25	[656, 906, 794, 916]
ad-org-sub: ಕಾರ್ಯಪಾಲಕ ಅಭಿಯಂತರರ ಕಚೇರಿ, ಲೋಕೋಪಯೋಗಿ ಇಲಾಖೆ, ಬೆಂಗಳೂರು ವಿಭಾಗ, 2ನೇ ಮಹಡಿ, ಕೆ.ಆರ್. ವೃತ್ತ, ಬೆಂಗಳೂರು	[668, 557, 938, 580]
table-header-row	[17, 1108, 634, 1142]
ad-org: ಮಹಾನಗರ ಪಾಲಿಕೆ, ವಿಜಯಪುರ	[1036, 1057, 1205, 1076]
ad-dates: ದಿನಾಂಕ: 25/02/2025 ದಿನಾಂಕ: 17/03/2025	[972, 680, 1176, 693]
ad-url[interactable]: http://eproc.karnataka.gov.in	[16, 432, 182, 444]
